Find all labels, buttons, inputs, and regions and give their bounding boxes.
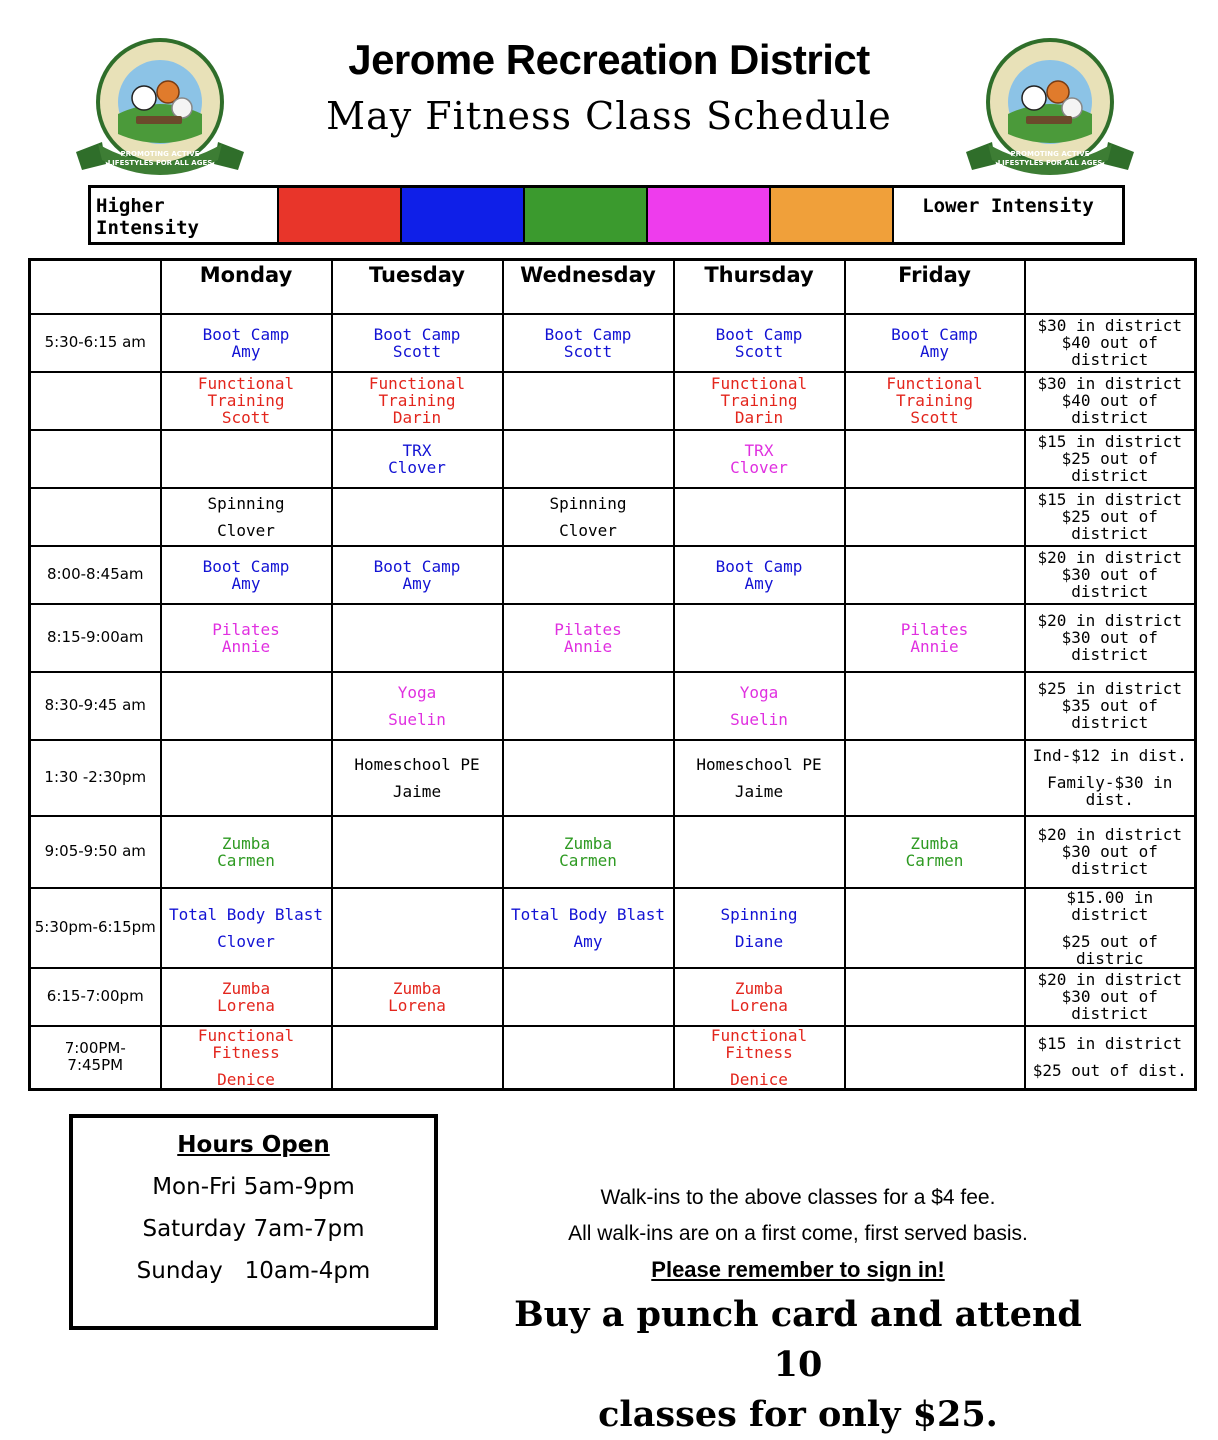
class-name: Pilates <box>900 619 969 639</box>
class-cell-monday <box>161 968 332 1026</box>
instructor-name: Darin <box>392 408 442 427</box>
header-time <box>30 260 161 314</box>
class-cell-wednesday <box>503 672 674 740</box>
lower-intensity-label: Lower Intensity <box>892 188 1122 242</box>
price-out-of-district: $30 out of district <box>1061 565 1158 601</box>
class-cell-tuesday <box>332 372 503 430</box>
class-name: Homeschool PE <box>354 754 480 774</box>
instructor-name: Denice <box>730 1069 788 1089</box>
instructor-name: Annie <box>910 636 959 656</box>
first-come-note: All walk-ins are on a first come, first served basis. <box>568 1222 1028 1245</box>
class-name: Functional Training <box>368 374 466 410</box>
price-cell <box>1025 546 1196 604</box>
class-name: Homeschool PE <box>696 754 822 774</box>
class-cell-wednesday <box>503 1026 674 1090</box>
price-out-of-district: $40 out of district <box>1061 391 1158 427</box>
hours-weekdays: Mon-Fri 5am-9pm <box>152 1174 355 1200</box>
class-name: Zumba <box>910 833 959 853</box>
intensity-legend <box>88 185 1125 245</box>
class-cell-wednesday <box>503 740 674 816</box>
instructor-name: Suelin <box>730 709 788 729</box>
class-cell-tuesday <box>332 888 503 968</box>
price-in-district: $25 in district <box>1037 679 1182 698</box>
instructor-name: Clover <box>217 931 275 951</box>
time-slot: 5:30pm-6:15pm <box>30 888 161 968</box>
class-cell-monday <box>161 816 332 888</box>
instructor-name: Clover <box>388 457 446 477</box>
schedule-row <box>30 546 1196 604</box>
price-cell <box>1025 430 1196 488</box>
price-out-of-district: $30 out of district <box>1061 987 1158 1023</box>
instructor-name: Amy <box>231 573 261 593</box>
class-cell-friday <box>845 372 1025 430</box>
header-tuesday: Tuesday <box>332 260 503 314</box>
instructor-name: Scott <box>910 408 959 427</box>
schedule-header-row <box>30 260 1196 314</box>
class-name: Boot Camp <box>202 324 290 344</box>
class-name: Zumba <box>221 978 271 998</box>
schedule-row <box>30 968 1196 1026</box>
class-cell-thursday <box>674 314 845 372</box>
schedule-row <box>30 372 1196 430</box>
class-cell-wednesday <box>503 546 674 604</box>
price-in-district: $15.00 in district <box>1066 887 1154 924</box>
class-cell-thursday <box>674 372 845 430</box>
hours-saturday: Saturday 7am-7pm <box>142 1216 365 1242</box>
class-cell-wednesday <box>503 430 674 488</box>
class-cell-friday <box>845 1026 1025 1090</box>
class-name: Boot Camp <box>715 556 803 576</box>
class-cell-wednesday <box>503 968 674 1026</box>
class-cell-wednesday <box>503 372 674 430</box>
class-name: Pilates <box>554 619 622 639</box>
price-out-of-district: $25 out of dist. <box>1032 1061 1187 1080</box>
instructor-name: Darin <box>734 408 784 427</box>
intensity-swatch-green <box>523 188 646 242</box>
class-name: Spinning <box>549 493 627 513</box>
price-out-of-district: $40 out of district <box>1061 333 1158 369</box>
class-cell-tuesday <box>332 1026 503 1090</box>
price-out-of-district: $35 out of district <box>1061 696 1158 732</box>
price-out-of-district: $25 out of distric <box>1061 931 1158 968</box>
time-slot <box>30 372 161 430</box>
class-cell-thursday <box>674 968 845 1026</box>
price-out-of-district: $30 out of district <box>1061 842 1158 878</box>
time-slot: 8:15-9:00am <box>30 604 161 672</box>
class-name: Total Body Blast <box>510 904 666 924</box>
class-cell-wednesday <box>503 488 674 546</box>
header-price <box>1025 260 1196 314</box>
class-name: Zumba <box>221 833 271 853</box>
class-cell-monday <box>161 546 332 604</box>
class-cell-friday <box>845 888 1025 968</box>
page-title: Jerome Recreation District <box>348 36 870 83</box>
class-cell-friday <box>845 314 1025 372</box>
instructor-name: Lorena <box>388 995 446 1015</box>
class-name: Functional Fitness <box>710 1025 808 1062</box>
class-name: Pilates <box>212 619 280 639</box>
price-cell <box>1025 372 1196 430</box>
class-cell-tuesday <box>332 488 503 546</box>
class-cell-thursday <box>674 1026 845 1090</box>
class-name: TRX <box>744 440 774 460</box>
class-cell-friday <box>845 968 1025 1026</box>
class-cell-tuesday <box>332 604 503 672</box>
class-cell-thursday <box>674 604 845 672</box>
class-name: TRX <box>402 440 432 460</box>
instructor-name: Amy <box>573 931 603 951</box>
class-name: Yoga <box>739 682 779 702</box>
svg-text:PROMOTING ACTIVE: PROMOTING ACTIVE <box>120 150 200 158</box>
class-name: Functional Training <box>197 374 295 410</box>
class-name: Zumba <box>563 833 613 853</box>
class-name: Boot Camp <box>891 324 978 344</box>
time-slot: 5:30-6:15 am <box>30 314 161 372</box>
header-monday: Monday <box>161 260 332 314</box>
time-slot: 6:15-7:00pm <box>30 968 161 1026</box>
instructor-name: Clover <box>217 520 275 540</box>
class-name: Boot Camp <box>202 556 290 576</box>
price-cell <box>1025 604 1196 672</box>
class-name: Functional Training <box>886 374 983 410</box>
svg-text:PROMOTING ACTIVE: PROMOTING ACTIVE <box>1010 150 1090 158</box>
class-cell-wednesday <box>503 314 674 372</box>
price-out-of-district: $30 out of district <box>1061 628 1158 664</box>
header-wednesday: Wednesday <box>503 260 674 314</box>
price-cell <box>1025 1026 1196 1090</box>
class-cell-monday <box>161 314 332 372</box>
price-in-district: $30 in district <box>1037 374 1182 393</box>
class-cell-monday <box>161 372 332 430</box>
price-out-of-district: $25 out of district <box>1061 449 1158 485</box>
hours-open-box <box>69 1114 438 1330</box>
price-in-district: $15 in district <box>1037 1034 1182 1053</box>
class-name: Functional Fitness <box>197 1025 295 1062</box>
instructor-name: Annie <box>563 636 613 656</box>
instructor-name: Jaime <box>734 781 784 801</box>
page-subtitle: May Fitness Class Schedule <box>326 94 892 138</box>
schedule-row <box>30 430 1196 488</box>
instructor-name: Jaime <box>392 781 442 801</box>
time-slot <box>30 430 161 488</box>
class-cell-tuesday <box>332 546 503 604</box>
schedule-row <box>30 488 1196 546</box>
time-slot: 8:00-8:45am <box>30 546 161 604</box>
instructor-name: Carmen <box>559 850 617 870</box>
class-cell-thursday <box>674 430 845 488</box>
class-cell-monday <box>161 488 332 546</box>
schedule-body <box>30 314 1196 1090</box>
instructor-name: Amy <box>402 573 432 593</box>
instructor-name: Scott <box>734 341 784 361</box>
header-thursday: Thursday <box>674 260 845 314</box>
sign-in-reminder: Please remember to sign in! <box>651 1257 945 1282</box>
instructor-name: Amy <box>231 341 261 361</box>
price-cell <box>1025 816 1196 888</box>
price-in-district: $20 in district <box>1037 548 1182 567</box>
price-cell <box>1025 968 1196 1026</box>
instructor-name: Diane <box>734 931 784 951</box>
class-cell-tuesday <box>332 968 503 1026</box>
class-cell-tuesday <box>332 816 503 888</box>
svg-text:LIFESTYLES FOR ALL AGES: LIFESTYLES FOR ALL AGES <box>107 159 213 167</box>
instructor-name: Clover <box>730 457 788 477</box>
class-cell-thursday <box>674 672 845 740</box>
time-slot: 1:30 -2:30pm <box>30 740 161 816</box>
class-cell-friday <box>845 672 1025 740</box>
price-in-district: $15 in district <box>1037 490 1182 509</box>
time-slot: 9:05-9:50 am <box>30 816 161 888</box>
class-cell-thursday <box>674 816 845 888</box>
schedule-row <box>30 314 1196 372</box>
schedule-row <box>30 740 1196 816</box>
class-name: Zumba <box>734 978 784 998</box>
instructor-name: Scott <box>392 341 442 361</box>
class-cell-tuesday <box>332 740 503 816</box>
instructor-name: Amy <box>920 341 949 361</box>
hours-title: Hours Open <box>177 1132 330 1158</box>
time-slot: 8:30-9:45 am <box>30 672 161 740</box>
class-name: Zumba <box>392 978 442 998</box>
higher-intensity-label: Higher Intensity <box>96 195 199 239</box>
walkin-fee-note: Walk-ins to the above classes for a $4 fee. <box>600 1186 996 1209</box>
schedule-row <box>30 604 1196 672</box>
schedule-table <box>28 258 1197 1091</box>
price-cell <box>1025 672 1196 740</box>
class-cell-tuesday <box>332 430 503 488</box>
class-name: Boot Camp <box>715 324 803 344</box>
class-cell-tuesday <box>332 672 503 740</box>
class-cell-thursday <box>674 888 845 968</box>
class-cell-friday <box>845 604 1025 672</box>
class-cell-wednesday <box>503 816 674 888</box>
instructor-name: Amy <box>744 573 774 593</box>
class-cell-tuesday <box>332 314 503 372</box>
intensity-swatch-magenta <box>646 188 769 242</box>
price-out-of-district: Family-$30 in dist. <box>1047 773 1173 809</box>
instructor-name: Scott <box>563 341 613 361</box>
price-cell <box>1025 740 1196 816</box>
class-name: Boot Camp <box>373 556 461 576</box>
class-cell-monday <box>161 672 332 740</box>
price-out-of-district: $25 out of district <box>1061 507 1158 543</box>
class-cell-friday <box>845 740 1025 816</box>
class-cell-thursday <box>674 740 845 816</box>
class-cell-monday <box>161 1026 332 1090</box>
class-cell-monday <box>161 430 332 488</box>
class-cell-thursday <box>674 546 845 604</box>
time-slot: 7:00PM- 7:45PM <box>30 1026 161 1090</box>
class-name: Yoga <box>397 682 437 702</box>
class-cell-wednesday <box>503 604 674 672</box>
price-cell <box>1025 488 1196 546</box>
notes-section <box>498 1180 1098 1440</box>
class-cell-monday <box>161 740 332 816</box>
class-cell-monday <box>161 604 332 672</box>
class-name: Functional Training <box>710 374 808 410</box>
class-cell-friday <box>845 816 1025 888</box>
instructor-name: Carmen <box>905 850 964 870</box>
hours-sunday: Sunday 10am-4pm <box>136 1258 371 1284</box>
price-in-district: $20 in district <box>1037 825 1182 844</box>
instructor-name: Lorena <box>217 995 275 1015</box>
time-slot <box>30 488 161 546</box>
intensity-swatch-blue <box>400 188 523 242</box>
price-cell <box>1025 888 1196 968</box>
class-name: Boot Camp <box>544 324 632 344</box>
price-cell <box>1025 314 1196 372</box>
schedule-row <box>30 672 1196 740</box>
svg-text:LIFESTYLES FOR ALL AGES: LIFESTYLES FOR ALL AGES <box>997 159 1103 167</box>
class-name: Spinning <box>207 493 285 513</box>
class-cell-thursday <box>674 488 845 546</box>
schedule-row <box>30 888 1196 968</box>
intensity-swatch-red <box>277 188 400 242</box>
class-cell-friday <box>845 546 1025 604</box>
class-name: Total Body Blast <box>168 904 324 924</box>
instructor-name: Denice <box>217 1069 275 1089</box>
instructor-name: Clover <box>559 520 617 540</box>
price-in-district: $20 in district <box>1037 611 1182 630</box>
price-in-district: Ind-$12 in dist. <box>1032 746 1187 765</box>
intensity-swatch-orange <box>769 188 892 242</box>
class-name: Boot Camp <box>373 324 461 344</box>
instructor-name: Scott <box>221 408 271 427</box>
class-cell-monday <box>161 888 332 968</box>
class-cell-friday <box>845 488 1025 546</box>
punch-card-offer <box>498 1290 1098 1440</box>
schedule-row <box>30 1026 1196 1090</box>
punch-card-line-2: classes for only $25. <box>598 1394 998 1435</box>
price-in-district: $15 in district <box>1037 432 1182 451</box>
instructor-name: Suelin <box>388 709 446 729</box>
punch-card-line-1: Buy a punch card and attend 10 <box>514 1294 1082 1385</box>
instructor-name: Annie <box>221 636 271 656</box>
price-in-district: $30 in district <box>1037 316 1182 335</box>
instructor-name: Carmen <box>217 850 275 870</box>
instructor-name: Lorena <box>730 995 788 1015</box>
class-cell-wednesday <box>503 888 674 968</box>
header-friday: Friday <box>845 260 1025 314</box>
class-name: Spinning <box>720 904 798 924</box>
schedule-row <box>30 816 1196 888</box>
price-in-district: $20 in district <box>1037 970 1182 989</box>
class-cell-friday <box>845 430 1025 488</box>
